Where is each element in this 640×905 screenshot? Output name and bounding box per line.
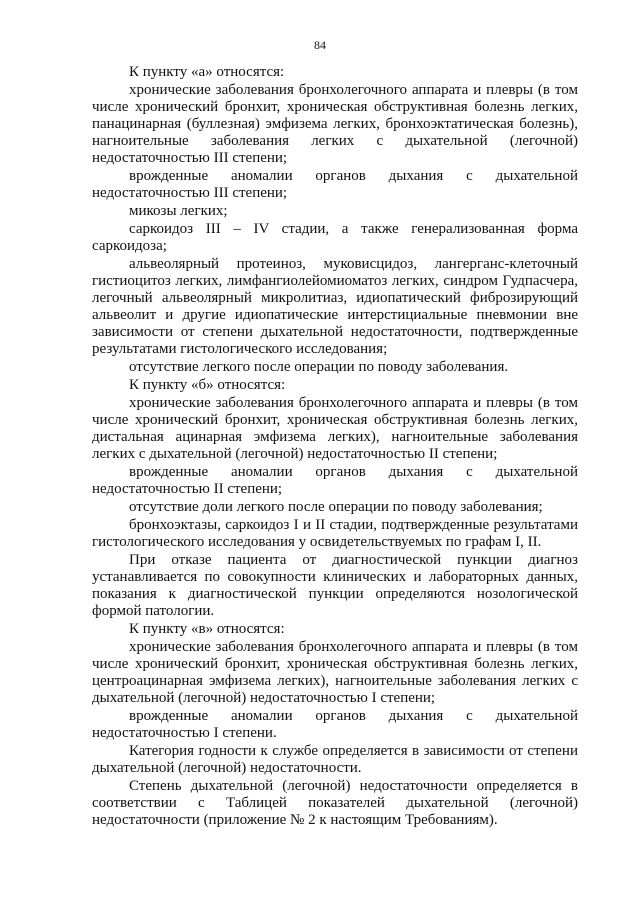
section-heading-v: К пункту «в» относятся: (129, 621, 285, 637)
paragraph: врожденные аномалии органов дыхания с дыхательной недостаточностью III степени; (92, 168, 578, 201)
section-heading-a: К пункту «а» относятся: (129, 64, 285, 80)
document-body (92, 64, 578, 830)
paragraph: хронические заболевания бронхолегочного аппарата и плевры (в том числе хронический бронхит, хроническая обструктивная болезнь легких, дистальная ацинарная эмфизема легких), нагноительные заболевания легких с дыхательной (легочной) недостаточностью II степени; (92, 395, 578, 462)
paragraph: хронические заболевания бронхолегочного аппарата и плевры (в том числе хронический бронхит, хроническая обструктивная болезнь легких, панацинарная (буллезная) эмфизема легких, бронхоэктатическая болезнь), нагноительные заболевания легких с дыхательной (легочной) недостаточностью III степени; (92, 82, 578, 166)
paragraph: саркоидоз III – IV стадии, а также генерализованная форма саркоидоза; (92, 221, 578, 254)
paragraph: альвеолярный протеиноз, муковисцидоз, лангерганс-клеточный гистиоцитоз легких, лимфангиолейомиоматоз легких, синдром Гудпасчера, легочный альвеолярный микролитиаз, идиопатический фиброзирующий альвеолит и другие идиопатические интерстициальные пневмонии вне зависимости от степени дыхательной недостаточности, подтвержденные результатами гистологического исследования; (92, 256, 578, 357)
paragraph: врожденные аномалии органов дыхания с дыхательной недостаточностью I степени. (92, 708, 578, 741)
paragraph: Степень дыхательной (легочной) недостаточности определяется в соответствии с Таблицей показателей дыхательной (легочной) недостаточности (приложение № 2 к настоящим Требованиям). (92, 778, 578, 828)
paragraph: Категория годности к службе определяется в зависимости от степени дыхательной (легочной) недостаточности. (92, 743, 578, 776)
paragraph: При отказе пациента от диагностической пункции диагноз устанавливается по совокупности клинических и лабораторных данных, показания к диагностической пункции определяются нозологической формой патологии. (92, 552, 578, 619)
paragraph: бронхоэктазы, саркоидоз I и II стадии, подтвержденные результатами гистологического исследования у освидетельствуемых по графам I, II. (92, 517, 578, 550)
paragraph: отсутствие легкого после операции по поводу заболевания. (129, 359, 509, 375)
page-number: 84 (314, 38, 326, 52)
paragraph: микозы легких; (129, 203, 228, 219)
paragraph: отсутствие доли легкого после операции по поводу заболевания; (129, 499, 543, 515)
paragraph: врожденные аномалии органов дыхания с дыхательной недостаточностью II степени; (92, 464, 578, 497)
paragraph: хронические заболевания бронхолегочного аппарата и плевры (в том числе хронический бронхит, хроническая обструктивная болезнь легких, центроацинарная эмфизема легких), нагноительные заболевания легких с дыхательной (легочной) недостаточностью I степени; (92, 639, 578, 706)
section-heading-b: К пункту «б» относятся: (129, 377, 286, 393)
